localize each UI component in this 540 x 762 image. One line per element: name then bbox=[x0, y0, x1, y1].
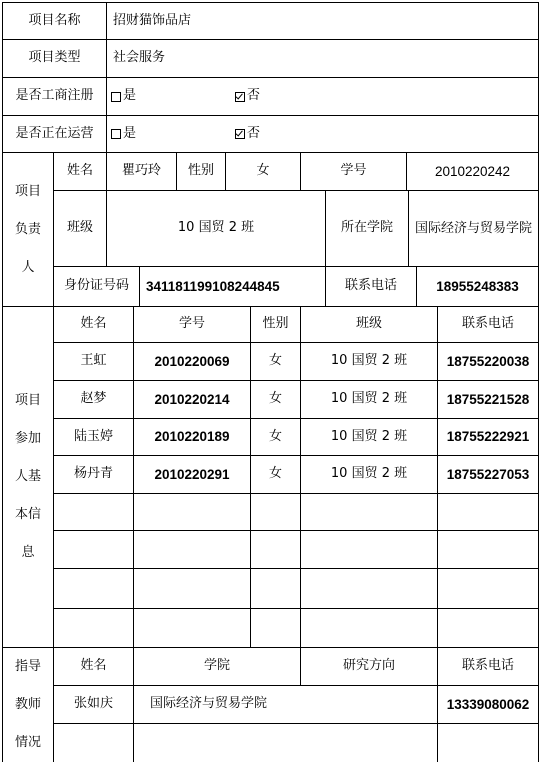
member-phone: 18755221528 bbox=[446, 391, 530, 407]
member-phone: 18755222921 bbox=[446, 429, 530, 445]
yes-label: 是 bbox=[123, 125, 137, 141]
advisor-header-name: 姓名 bbox=[80, 658, 107, 674]
advisor-phone: 13339080062 bbox=[446, 696, 530, 712]
checkbox-checked-icon[interactable] bbox=[235, 129, 245, 139]
advisor-header-research: 研究方向 bbox=[342, 658, 395, 674]
registered-label: 是否工商注册 bbox=[15, 88, 94, 104]
operating-yes-option[interactable] bbox=[107, 116, 227, 152]
leader-idcard-label: 身份证号码 bbox=[63, 278, 129, 294]
member-gender: 女 bbox=[268, 391, 282, 407]
leader-section-label: 项目 负责 人 bbox=[14, 183, 41, 275]
member-gender: 女 bbox=[268, 428, 282, 444]
member-class: 10 国贸 2 班 bbox=[330, 428, 408, 444]
member-name: 陆玉婷 bbox=[73, 428, 113, 444]
member-name: 杨丹青 bbox=[73, 466, 113, 482]
registered-no-option[interactable] bbox=[229, 78, 349, 115]
member-student-id: 2010220291 bbox=[154, 466, 230, 482]
advisor-name: 张如庆 bbox=[73, 696, 113, 712]
member-class: 10 国贸 2 班 bbox=[330, 353, 408, 369]
leader-phone: 18955248383 bbox=[436, 278, 519, 294]
checkbox-unchecked-icon[interactable] bbox=[111, 92, 121, 102]
leader-idcard: 341181199108244845 bbox=[146, 278, 280, 294]
project-type-label: 项目类型 bbox=[28, 50, 81, 66]
members-header-phone: 联系电话 bbox=[461, 316, 514, 332]
members-header-class: 班级 bbox=[355, 316, 382, 332]
members-header-id: 学号 bbox=[178, 316, 205, 332]
no-label: 否 bbox=[247, 88, 261, 104]
member-class: 10 国贸 2 班 bbox=[330, 391, 408, 407]
leader-gender: 女 bbox=[256, 163, 270, 179]
no-label: 否 bbox=[247, 125, 261, 141]
leader-college-label: 所在学院 bbox=[340, 220, 393, 236]
project-name-label: 项目名称 bbox=[28, 12, 81, 28]
project-type-value: 社会服务 bbox=[113, 50, 166, 66]
advisor-header-college: 学院 bbox=[203, 658, 230, 674]
leader-name: 瞿巧玲 bbox=[121, 163, 161, 179]
members-header-name: 姓名 bbox=[80, 316, 107, 332]
leader-class: 10 国贸 2 班 bbox=[177, 220, 255, 236]
operating-label: 是否正在运营 bbox=[15, 125, 94, 141]
member-phone: 18755227053 bbox=[446, 466, 530, 482]
leader-college: 国际经济与贸易学院 bbox=[414, 220, 532, 236]
leader-student-id: 2010220242 bbox=[434, 163, 511, 179]
leader-class-label: 班级 bbox=[66, 220, 93, 236]
leader-phone-label: 联系电话 bbox=[344, 278, 397, 294]
leader-id-label: 学号 bbox=[340, 163, 367, 179]
leader-gender-label: 性别 bbox=[187, 163, 214, 179]
member-gender: 女 bbox=[268, 353, 282, 369]
operating-no-option[interactable] bbox=[229, 116, 349, 152]
checkbox-unchecked-icon[interactable] bbox=[111, 129, 121, 139]
checkbox-checked-icon[interactable] bbox=[235, 92, 245, 102]
member-student-id: 2010220189 bbox=[154, 429, 230, 445]
yes-label: 是 bbox=[123, 88, 137, 104]
members-header-gender: 性别 bbox=[262, 316, 289, 332]
member-class: 10 国贸 2 班 bbox=[330, 466, 408, 482]
member-gender: 女 bbox=[268, 466, 282, 482]
member-student-id: 2010220069 bbox=[154, 353, 230, 369]
member-name: 王虹 bbox=[80, 353, 107, 369]
advisor-college: 国际经济与贸易学院 bbox=[150, 696, 268, 712]
member-phone: 18755220038 bbox=[446, 353, 530, 369]
leader-name-label: 姓名 bbox=[66, 163, 93, 179]
member-name: 赵梦 bbox=[80, 391, 107, 407]
advisor-header-phone: 联系电话 bbox=[461, 658, 514, 674]
advisor-section-label: 指导 教师 情况 bbox=[14, 659, 41, 750]
member-student-id: 2010220214 bbox=[154, 391, 230, 407]
project-name-value: 招财猫饰品店 bbox=[113, 12, 192, 28]
members-section-label: 项目 参加 人基 本信 息 bbox=[14, 393, 41, 560]
registered-yes-option[interactable] bbox=[107, 78, 227, 115]
